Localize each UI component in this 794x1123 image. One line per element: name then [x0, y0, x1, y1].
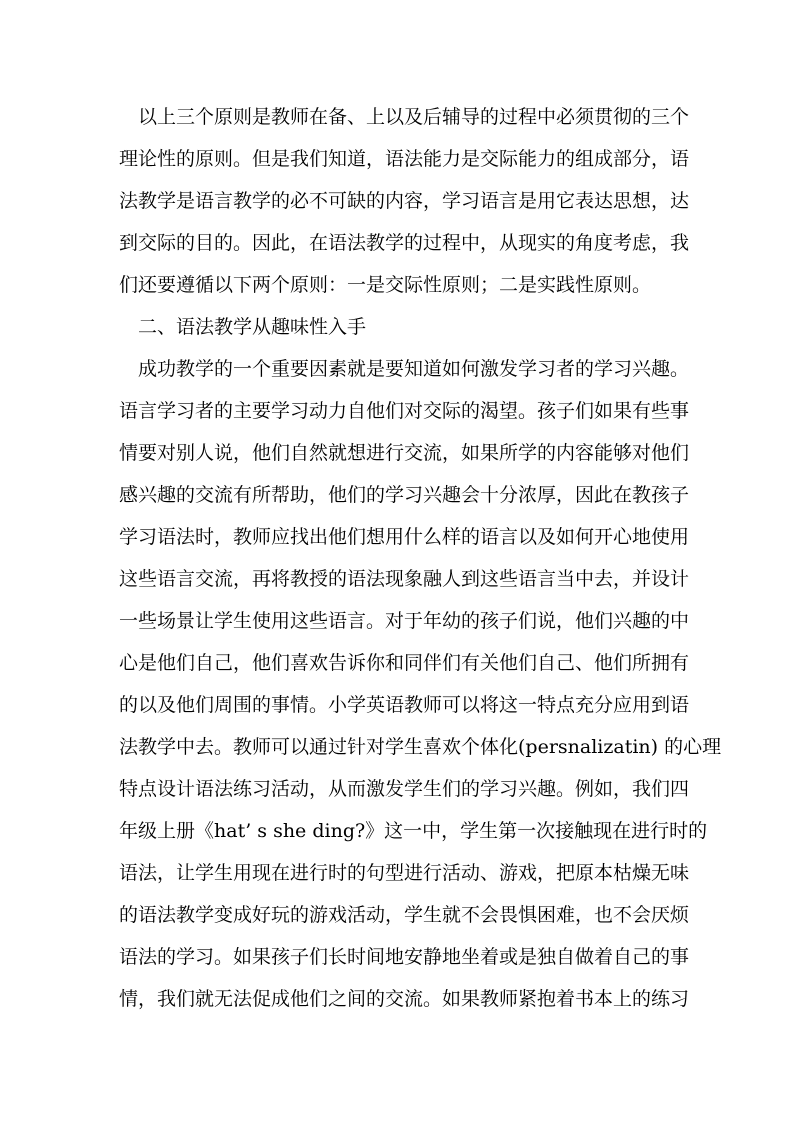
text-line: 以上三个原则是教师在备、上以及后辅导的过程中必须贯彻的三个 [119, 106, 690, 128]
text-line: 一些场景让学生使用这些语言。对于年幼的孩子们说，他们兴趣的中 [119, 610, 690, 632]
text-line: 情，我们就无法促成他们之间的交流。如果教师紧抱着书本上的练习 [119, 988, 690, 1010]
text-line: 心是他们自己，他们喜欢告诉你和同伴们有关他们自己、他们所拥有 [119, 652, 690, 674]
text-line: 理论性的原则。但是我们知道，语法能力是交际能力的组成部分，语 [119, 148, 690, 170]
text-line: 法教学是语言教学的必不可缺的内容，学习语言是用它表达思想，达 [119, 190, 690, 212]
text-line: 法教学中去。教师可以通过针对学生喜欢个体化(persnalizatin) 的心理 [119, 736, 722, 758]
text-line: 语法，让学生用现在进行时的句型进行活动、游戏，把原本枯燥无味 [119, 862, 690, 884]
text-line: 到交际的目的。因此，在语法教学的过程中，从现实的角度考虑，我 [119, 232, 690, 254]
text-line: 语言学习者的主要学习动力自他们对交际的渴望。孩子们如果有些事 [119, 400, 690, 422]
text-line: 感兴趣的交流有所帮助，他们的学习兴趣会十分浓厚，因此在教孩子 [119, 484, 690, 506]
text-line: 学习语法时，教师应找出他们想用什么样的语言以及如何开心地使用 [119, 526, 690, 548]
text-line: 们还要遵循以下两个原则：一是交际性原则；二是实践性原则。 [119, 274, 652, 296]
text-line: 这些语言交流，再将教授的语法现象融人到这些语言当中去，并设计 [119, 568, 690, 590]
text-line: 年级上册《hat’ s she ding?》这一中，学生第一次接触现在进行时的 [119, 820, 708, 842]
text-line: 语法的学习。如果孩子们长时间地安静地坐着或是独自做着自己的事 [119, 946, 690, 968]
text-line: 的语法教学变成好玩的游戏活动，学生就不会畏惧困难，也不会厌烦 [119, 904, 690, 926]
section-heading: 二、语法教学从趣味性入手 [119, 316, 367, 338]
text-line: 的以及他们周围的事情。小学英语教师可以将这一特点充分应用到语 [119, 694, 690, 716]
text-line: 成功教学的一个重要因素就是要知道如何激发学习者的学习兴趣。 [119, 358, 690, 380]
text-line: 特点设计语法练习活动，从而激发学生们的学习兴趣。例如，我们四 [119, 778, 690, 800]
text-line: 情要对别人说，他们自然就想进行交流，如果所学的内容能够对他们 [119, 442, 690, 464]
